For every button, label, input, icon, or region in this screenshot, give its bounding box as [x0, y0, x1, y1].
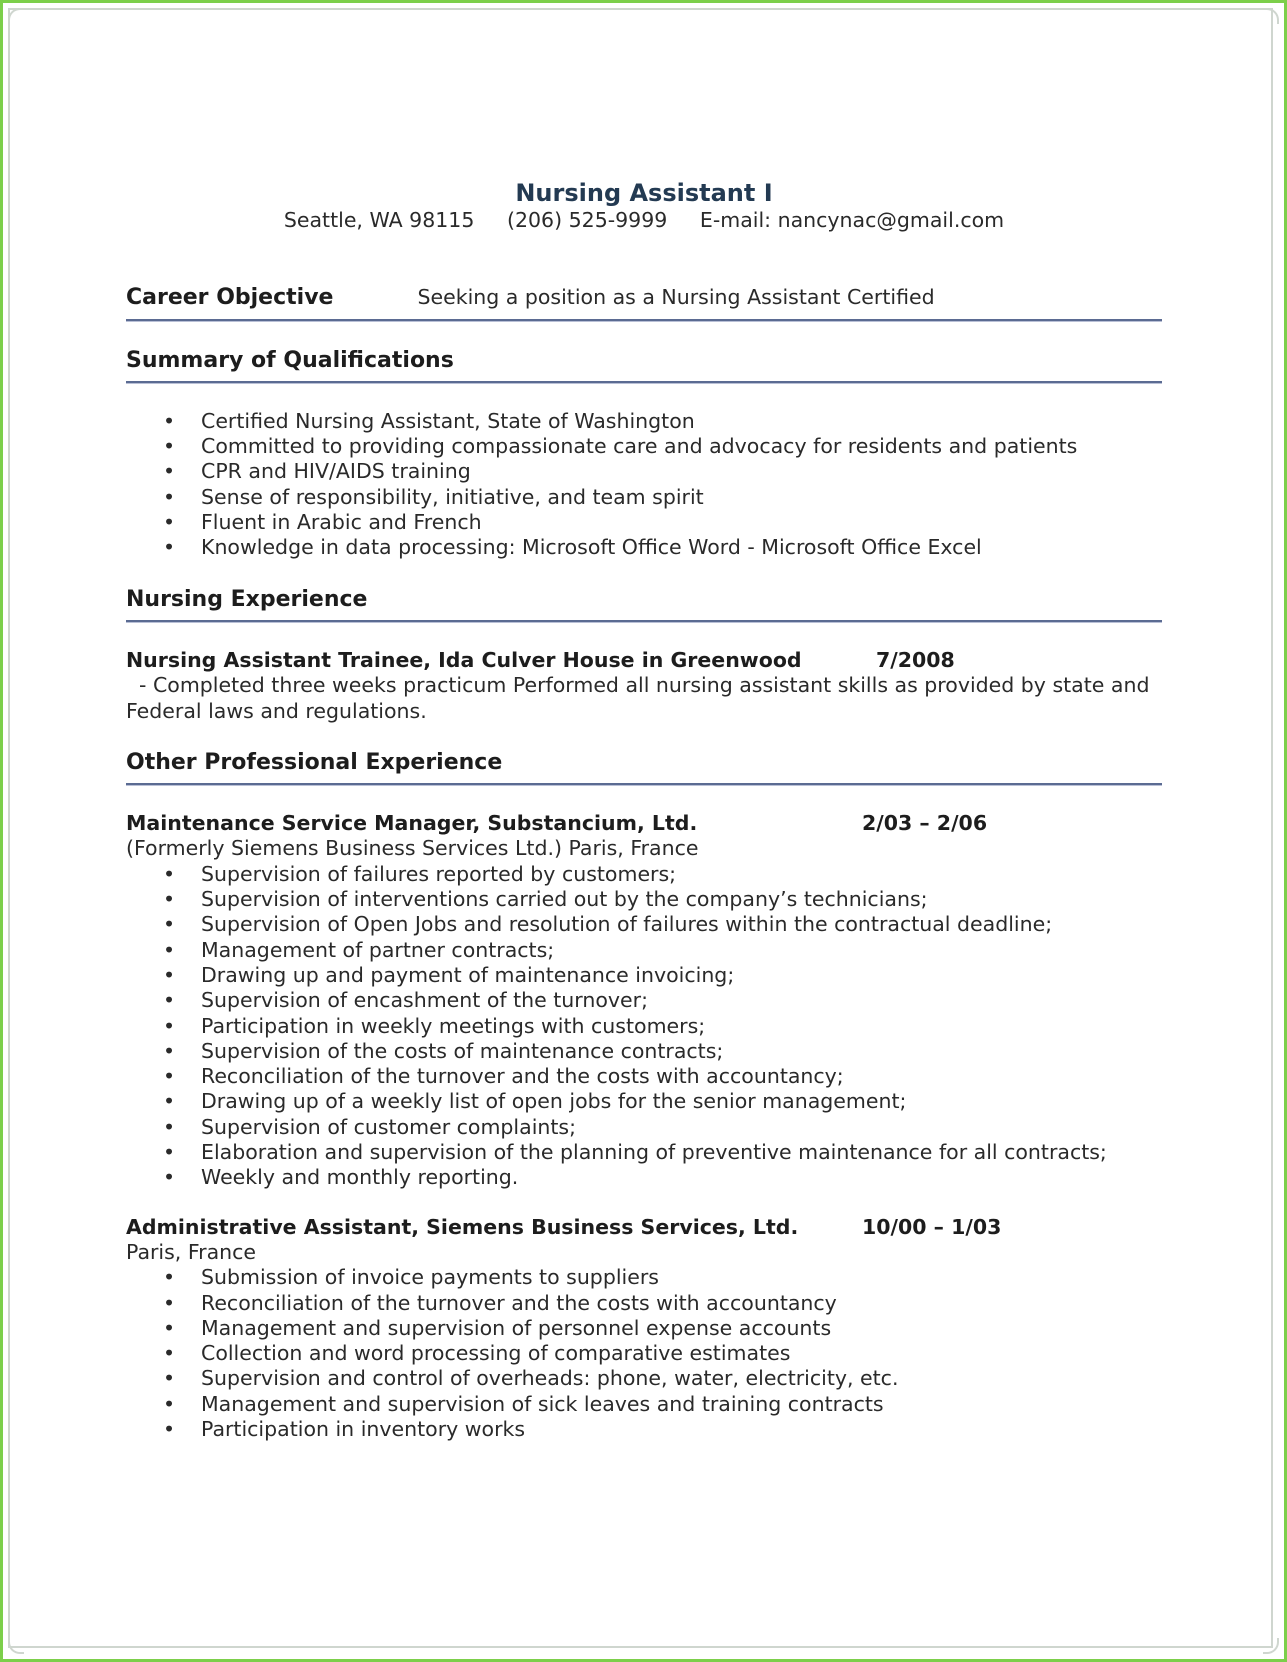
nursing-job-header — [126, 648, 1162, 673]
list-item: • Certified Nursing Assistant, State of Washington — [126, 409, 1162, 434]
list-item: • Reconciliation of the turnover and the costs with accountancy; — [126, 1064, 1162, 1089]
list-item: • CPR and HIV/AIDS training — [126, 459, 1162, 484]
list-item: • Management and supervision of personnel expense accounts — [126, 1316, 1162, 1341]
job-title: Administrative Assistant, Siemens Business Services, Ltd. — [126, 1214, 799, 1239]
list-item: • Knowledge in data processing: Microsoft Office Word - Microsoft Office Excel — [126, 535, 1162, 560]
list-item: • Supervision and control of overheads: phone, water, electricity, etc. — [126, 1366, 1162, 1391]
career-objective-text: Seeking a position as a Nursing Assistant Certified — [417, 285, 935, 310]
list-item: • Supervision of encashment of the turnover; — [126, 988, 1162, 1013]
qualifications-list — [126, 409, 1162, 561]
job-date: 10/00 – 1/03 — [862, 1214, 1002, 1239]
list-item: • Supervision of customer complaints; — [126, 1115, 1162, 1140]
job-duties-list — [126, 862, 1162, 1191]
job-title: Maintenance Service Manager, Substancium, Ltd. — [126, 811, 698, 836]
list-item: • Participation in inventory works — [126, 1417, 1162, 1442]
list-item: • Drawing up and payment of maintenance invoicing; — [126, 963, 1162, 988]
nursing-job-description: - Completed three weeks practicum Performed all nursing assistant skills as provided by state and Federal laws and regulations. — [126, 673, 1157, 723]
job-date: 2/03 – 2/06 — [862, 811, 988, 836]
job-subtitle: (Formerly Siemens Business Services Ltd.) Paris, France — [126, 836, 699, 861]
job-header — [126, 811, 1162, 836]
nursing-job-title: Nursing Assistant Trainee, Ida Culver House in Greenwood — [126, 647, 802, 672]
list-item: • Management and supervision of sick leaves and training contracts — [126, 1392, 1162, 1417]
contact-email: E-mail: nancynac@gmail.com — [699, 208, 1005, 232]
list-item: • Supervision of Open Jobs and resolution of failures within the contractual deadline; — [126, 912, 1162, 937]
qualifications-heading: Summary of Qualifications — [126, 347, 454, 373]
list-item: • Committed to providing compassionate care and advocacy for residents and patients — [126, 434, 1162, 459]
contact-phone: (206) 525-9999 — [506, 208, 668, 232]
job-header — [126, 1215, 1162, 1240]
list-item: • Submission of invoice payments to suppliers — [126, 1265, 1162, 1290]
resume-document — [126, 178, 1162, 1442]
list-item: • Participation in weekly meetings with customers; — [126, 1014, 1162, 1039]
list-item: • Drawing up of a weekly list of open jobs for the senior management; — [126, 1089, 1162, 1114]
list-item: • Supervision of failures reported by customers; — [126, 862, 1162, 887]
nursing-experience-heading: Nursing Experience — [126, 586, 368, 612]
job-duties-list — [126, 1265, 1162, 1442]
list-item: • Supervision of the costs of maintenance contracts; — [126, 1039, 1162, 1064]
career-objective-row — [126, 285, 1162, 310]
list-item: • Fluent in Arabic and French — [126, 510, 1162, 535]
list-item: • Sense of responsibility, initiative, and team spirit — [126, 485, 1162, 510]
resume-title: Nursing Assistant I — [515, 179, 773, 207]
job-subtitle: Paris, France — [126, 1239, 257, 1264]
list-item: • Reconciliation of the turnover and the costs with accountancy — [126, 1291, 1162, 1316]
other-experience-heading: Other Professional Experience — [126, 749, 503, 775]
contact-location: Seattle, WA 98115 — [283, 208, 475, 232]
list-item: • Supervision of interventions carried out by the company’s technicians; — [126, 887, 1162, 912]
career-objective-heading: Career Objective — [126, 285, 334, 311]
list-item: • Management of partner contracts; — [126, 938, 1162, 963]
list-item: • Collection and word processing of comparative estimates — [126, 1341, 1162, 1366]
list-item: • Elaboration and supervision of the planning of preventive maintenance for all contracts; — [126, 1140, 1162, 1165]
list-item: • Weekly and monthly reporting. — [126, 1165, 1162, 1190]
nursing-job-date: 7/2008 — [876, 647, 955, 672]
contact-line — [126, 208, 1162, 233]
